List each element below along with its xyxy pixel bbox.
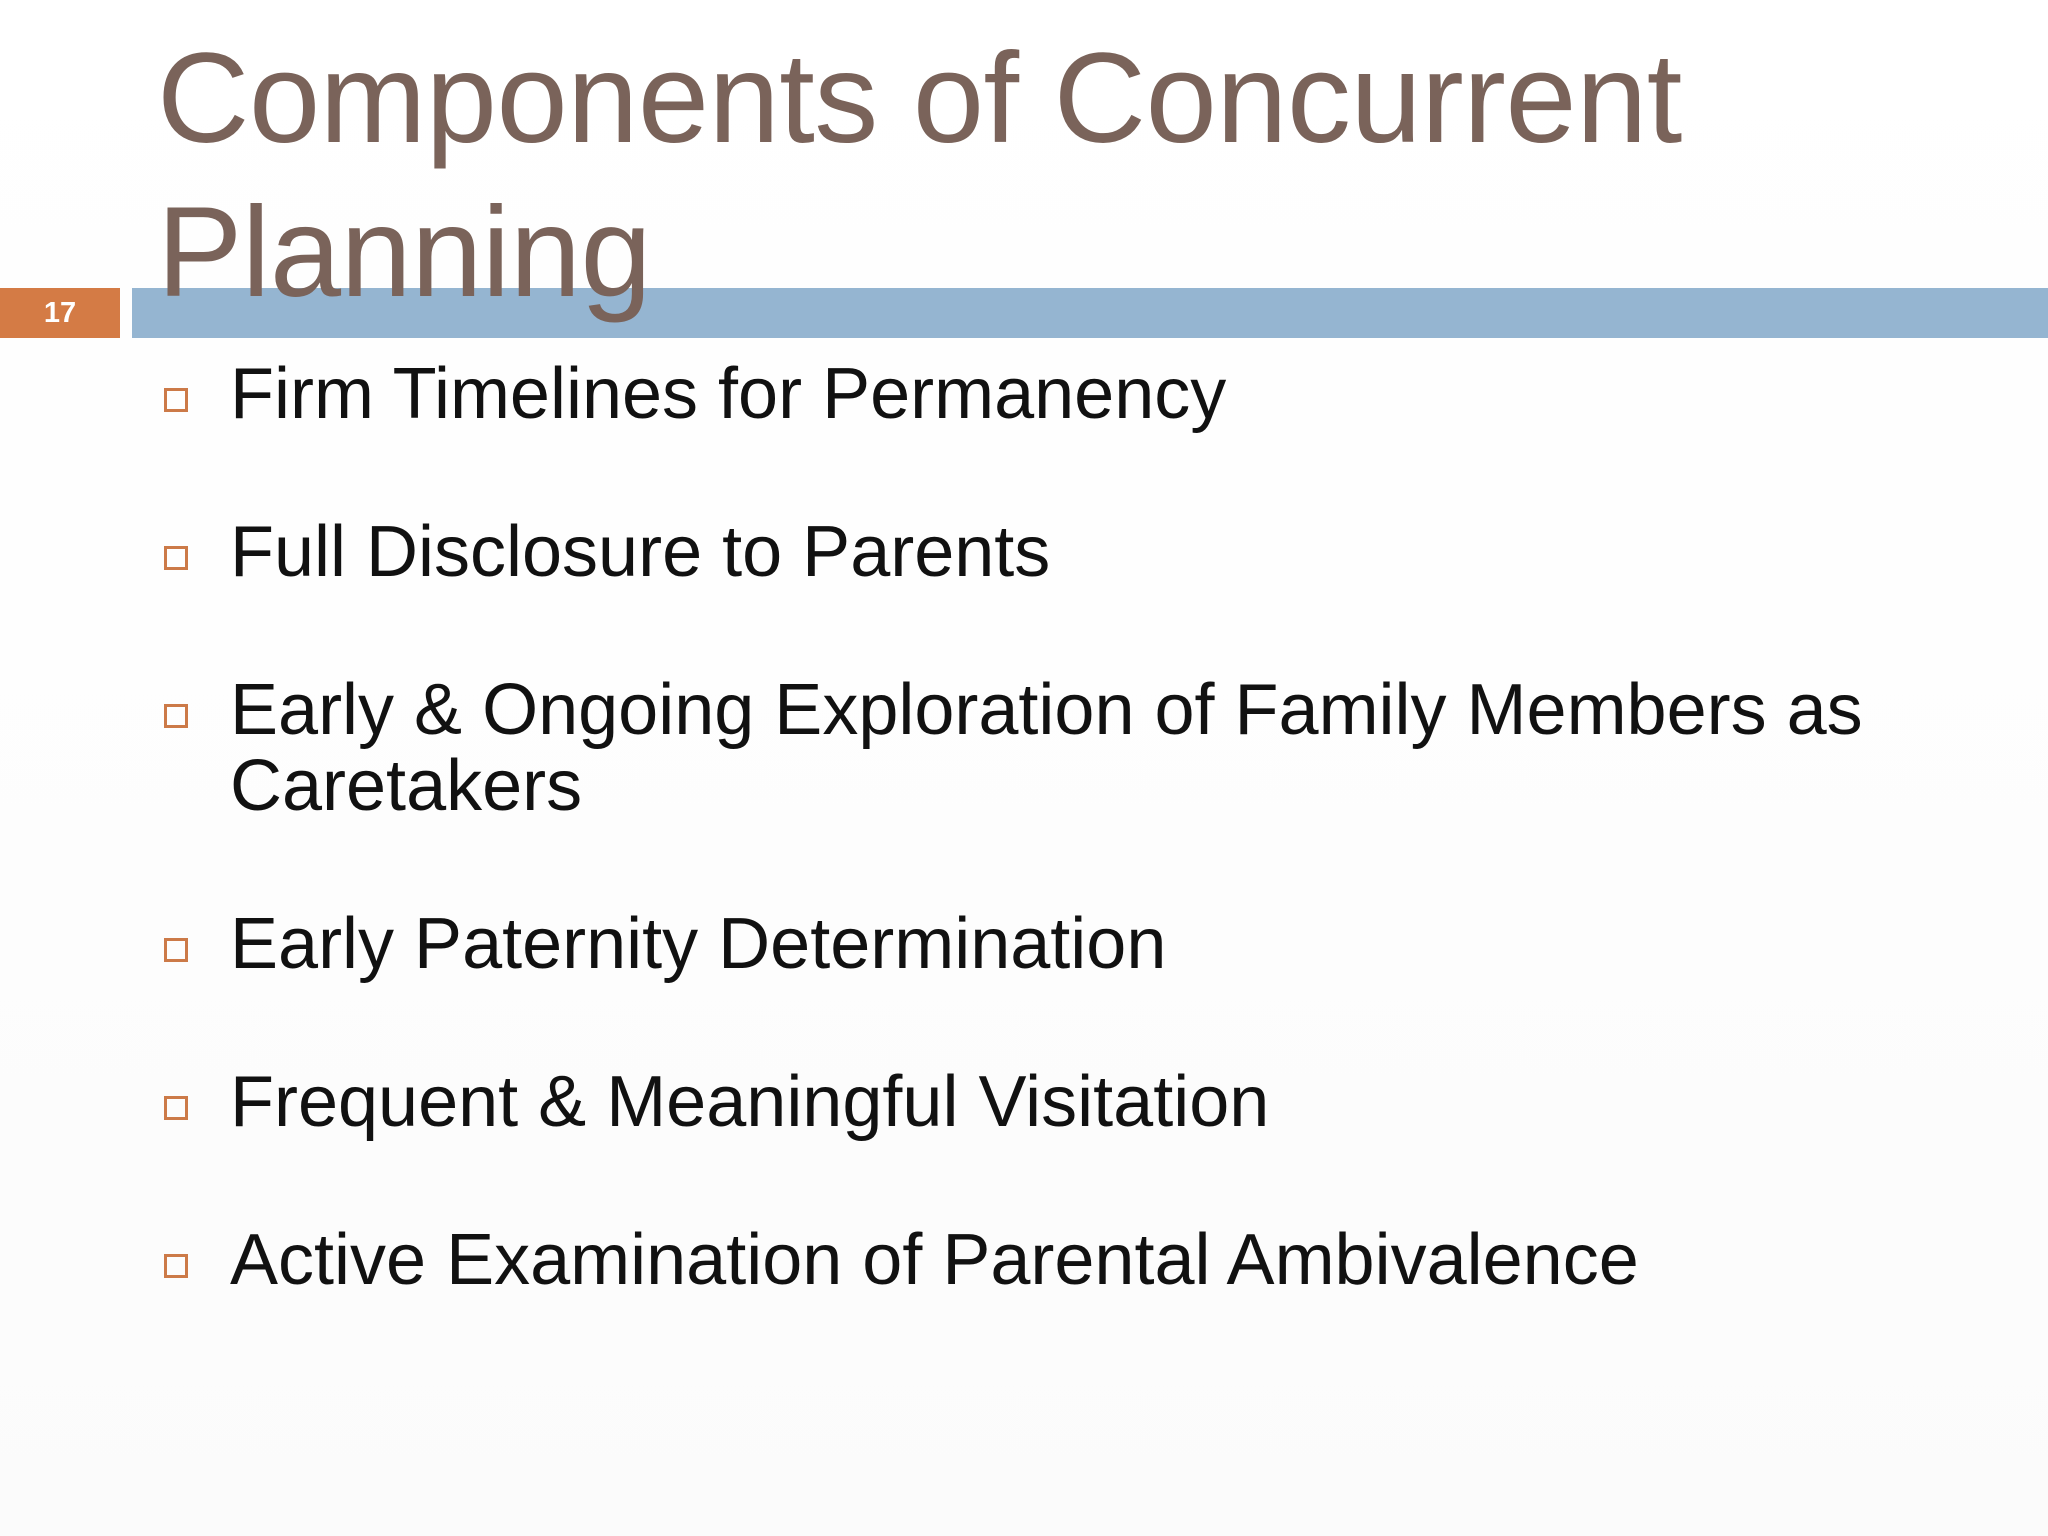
- bullet-item: [160, 1222, 2000, 1298]
- bullet-text: Full Disclosure to Parents: [230, 512, 1051, 592]
- square-bullet-icon: [164, 1254, 188, 1278]
- square-bullet-icon: [164, 1096, 188, 1120]
- bullet-item: [160, 1064, 2000, 1140]
- slide-title: Components of Concurrent Planning: [157, 27, 1682, 324]
- square-bullet-icon: [164, 388, 188, 412]
- bullet-text: Firm Timelines for Permanency: [230, 354, 1227, 434]
- square-bullet-icon: [164, 938, 188, 962]
- slide-number: 17: [0, 288, 120, 338]
- bullet-item: [160, 514, 2000, 590]
- bullet-text: Early Paternity Determination: [230, 904, 1167, 984]
- bullet-text: Early & Ongoing Exploration of Family Members as Caretakers: [230, 670, 1863, 826]
- square-bullet-icon: [164, 546, 188, 570]
- bullet-item: [160, 672, 2000, 824]
- bullet-text: Frequent & Meaningful Visitation: [230, 1062, 1270, 1142]
- bullet-text: Active Examination of Parental Ambivalence: [230, 1220, 1639, 1300]
- square-bullet-icon: [164, 704, 188, 728]
- bullet-list: [160, 356, 2000, 1380]
- bullet-item: [160, 356, 2000, 432]
- bullet-item: [160, 906, 2000, 982]
